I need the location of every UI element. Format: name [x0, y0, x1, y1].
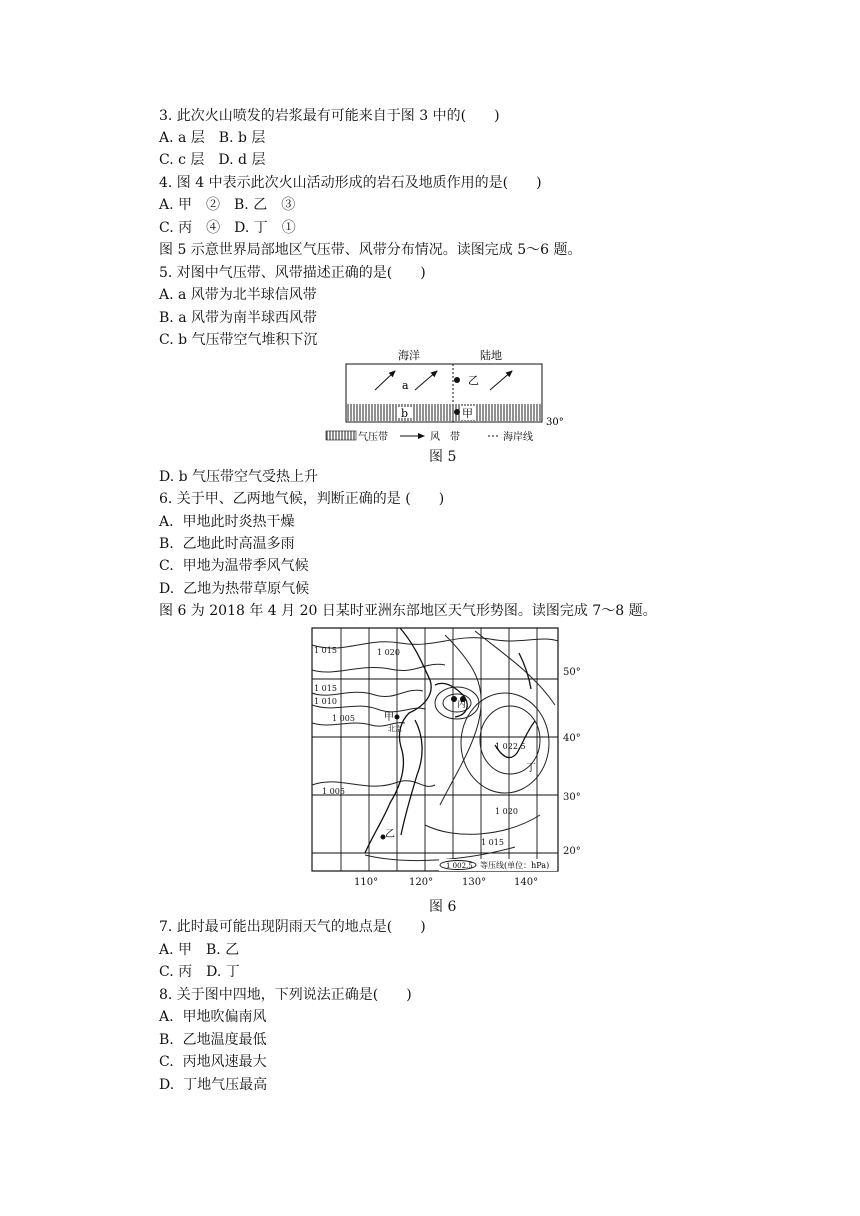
intro-q7-8: 图 6 为 2018 年 4 月 20 日某时亚洲东部地区天气形势图。读图完成 7～8 题。: [159, 603, 657, 619]
q8-option-b: B. 乙地温度最低: [159, 1032, 267, 1048]
isobar-label: 1 015: [314, 684, 337, 693]
fig6-ding-label: 丁: [526, 763, 536, 774]
isobar-label: 1 015: [314, 646, 337, 655]
fig6-longitude-labels: [354, 877, 538, 888]
isobar-label: 1 022.5: [495, 742, 526, 751]
q3-options-cd: C. c 层 D. d 层: [159, 152, 266, 168]
fig6-legend-value: 1 002.5: [446, 862, 473, 870]
isobar-label: 1 020: [377, 648, 400, 657]
fig6-city-label: 北京: [388, 725, 402, 733]
q7-options-cd: C. 丙 D. 丁: [159, 964, 240, 980]
q6-option-b: B. 乙地此时高温多雨: [159, 536, 295, 552]
isobar-label: 1 020: [495, 807, 518, 816]
q5-option-c: C. b 气压带空气堆积下沉: [159, 332, 318, 348]
lat-label: 40°: [563, 733, 581, 744]
fig5-wind-arrow: [415, 371, 437, 390]
fig6-yi-label: 乙: [385, 829, 395, 840]
fig5-point-yi: [454, 377, 460, 383]
figure-5-caption: 图 5: [429, 449, 457, 465]
q7-stem: 7. 此时最可能出现阴雨天气的地点是( ): [159, 919, 426, 935]
q6-stem: 6. 关于甲、乙两地气候，判断正确的是 ( ): [159, 491, 445, 507]
fig5-legend-belt-swatch: [326, 431, 356, 440]
fig5-yi-label: 乙: [468, 374, 479, 387]
fig6-jia-label: 甲: [384, 712, 394, 723]
figure-5-pressure-wind-diagram: [320, 345, 570, 445]
fig5-ocean-label: 海洋: [398, 349, 420, 362]
lat-label: 20°: [563, 846, 581, 857]
lon-label: 110°: [354, 877, 379, 888]
q8-option-c: C. 丙地风速最大: [159, 1054, 267, 1070]
fig5-jia-label: 甲: [462, 407, 473, 420]
isobar-label: 1 015: [481, 838, 504, 847]
q4-options-cd: C. 丙 ④ D. 丁 ①: [159, 220, 296, 236]
lat-label: 50°: [563, 667, 581, 678]
fig6-legend-text: 等压线(单位：hPa): [480, 861, 550, 870]
q5-option-d: D. b 气压带空气受热上升: [159, 469, 319, 485]
lon-label: 120°: [409, 877, 434, 888]
fig5-point-jia: [454, 409, 460, 415]
q4-stem: 4. 图 4 中表示此次火山活动形成的岩石及地质作用的是( ): [159, 175, 542, 191]
q3-stem: 3. 此次火山喷发的岩浆最有可能来自于图 3 中的( ): [159, 108, 500, 124]
fig5-legend-belt: 气压带: [358, 432, 388, 443]
fig5-legend-coast: 海岸线: [503, 432, 533, 443]
q5-option-a: A. a 风带为北半球信风带: [159, 287, 317, 303]
q3-options-ab: A. a 层 B. b 层: [159, 130, 266, 146]
lon-label: 130°: [462, 877, 487, 888]
fig6-point-jia: [395, 715, 400, 720]
q8-stem: 8. 关于图中四地，下列说法正确是( ): [159, 987, 412, 1003]
fig5-belt-label: b: [401, 407, 409, 420]
q7-options-ab: A. 甲 B. 乙: [159, 942, 240, 958]
q6-option-c: C. 甲地为温带季风气候: [159, 558, 309, 574]
lat-label: 30°: [563, 792, 581, 803]
isobar-label: 1 005: [322, 787, 345, 796]
fig5-land-label: 陆地: [480, 349, 502, 362]
isobar-label: 1 010: [314, 697, 337, 706]
fig5-pressure-belt: [347, 404, 542, 421]
isobar-label: 1 005: [332, 714, 355, 723]
q5-stem: 5. 对图中气压带、风带描述正确的是( ): [159, 265, 426, 281]
fig5-wind-label: a: [402, 379, 409, 392]
fig6-latitude-labels: [563, 667, 581, 857]
lon-label: 140°: [514, 877, 539, 888]
fig5-latitude: 30°: [546, 417, 564, 428]
figure-6-caption: 图 6: [429, 899, 457, 915]
fig5-legend-wind: 风 带: [430, 432, 460, 443]
fig5-wind-arrow: [375, 371, 395, 390]
q5-option-b: B. a 风带为南半球西风带: [159, 310, 317, 326]
fig5-wind-arrow: [490, 371, 512, 390]
fig6-bing-label: 丙: [457, 700, 467, 710]
intro-q5-6: 图 5 示意世界局部地区气压带、风带分布情况。读图完成 5～6 题。: [159, 242, 582, 258]
q4-options-ab: A. 甲 ② B. 乙 ③: [159, 197, 296, 213]
q8-option-a: A. 甲地吹偏南风: [159, 1009, 267, 1025]
figure-6-weather-map: [305, 625, 590, 890]
q6-option-a: A. 甲地此时炎热干燥: [159, 514, 295, 530]
q6-option-d: D. 乙地为热带草原气候: [159, 581, 310, 597]
q8-option-d: D. 丁地气压最高: [159, 1077, 268, 1093]
